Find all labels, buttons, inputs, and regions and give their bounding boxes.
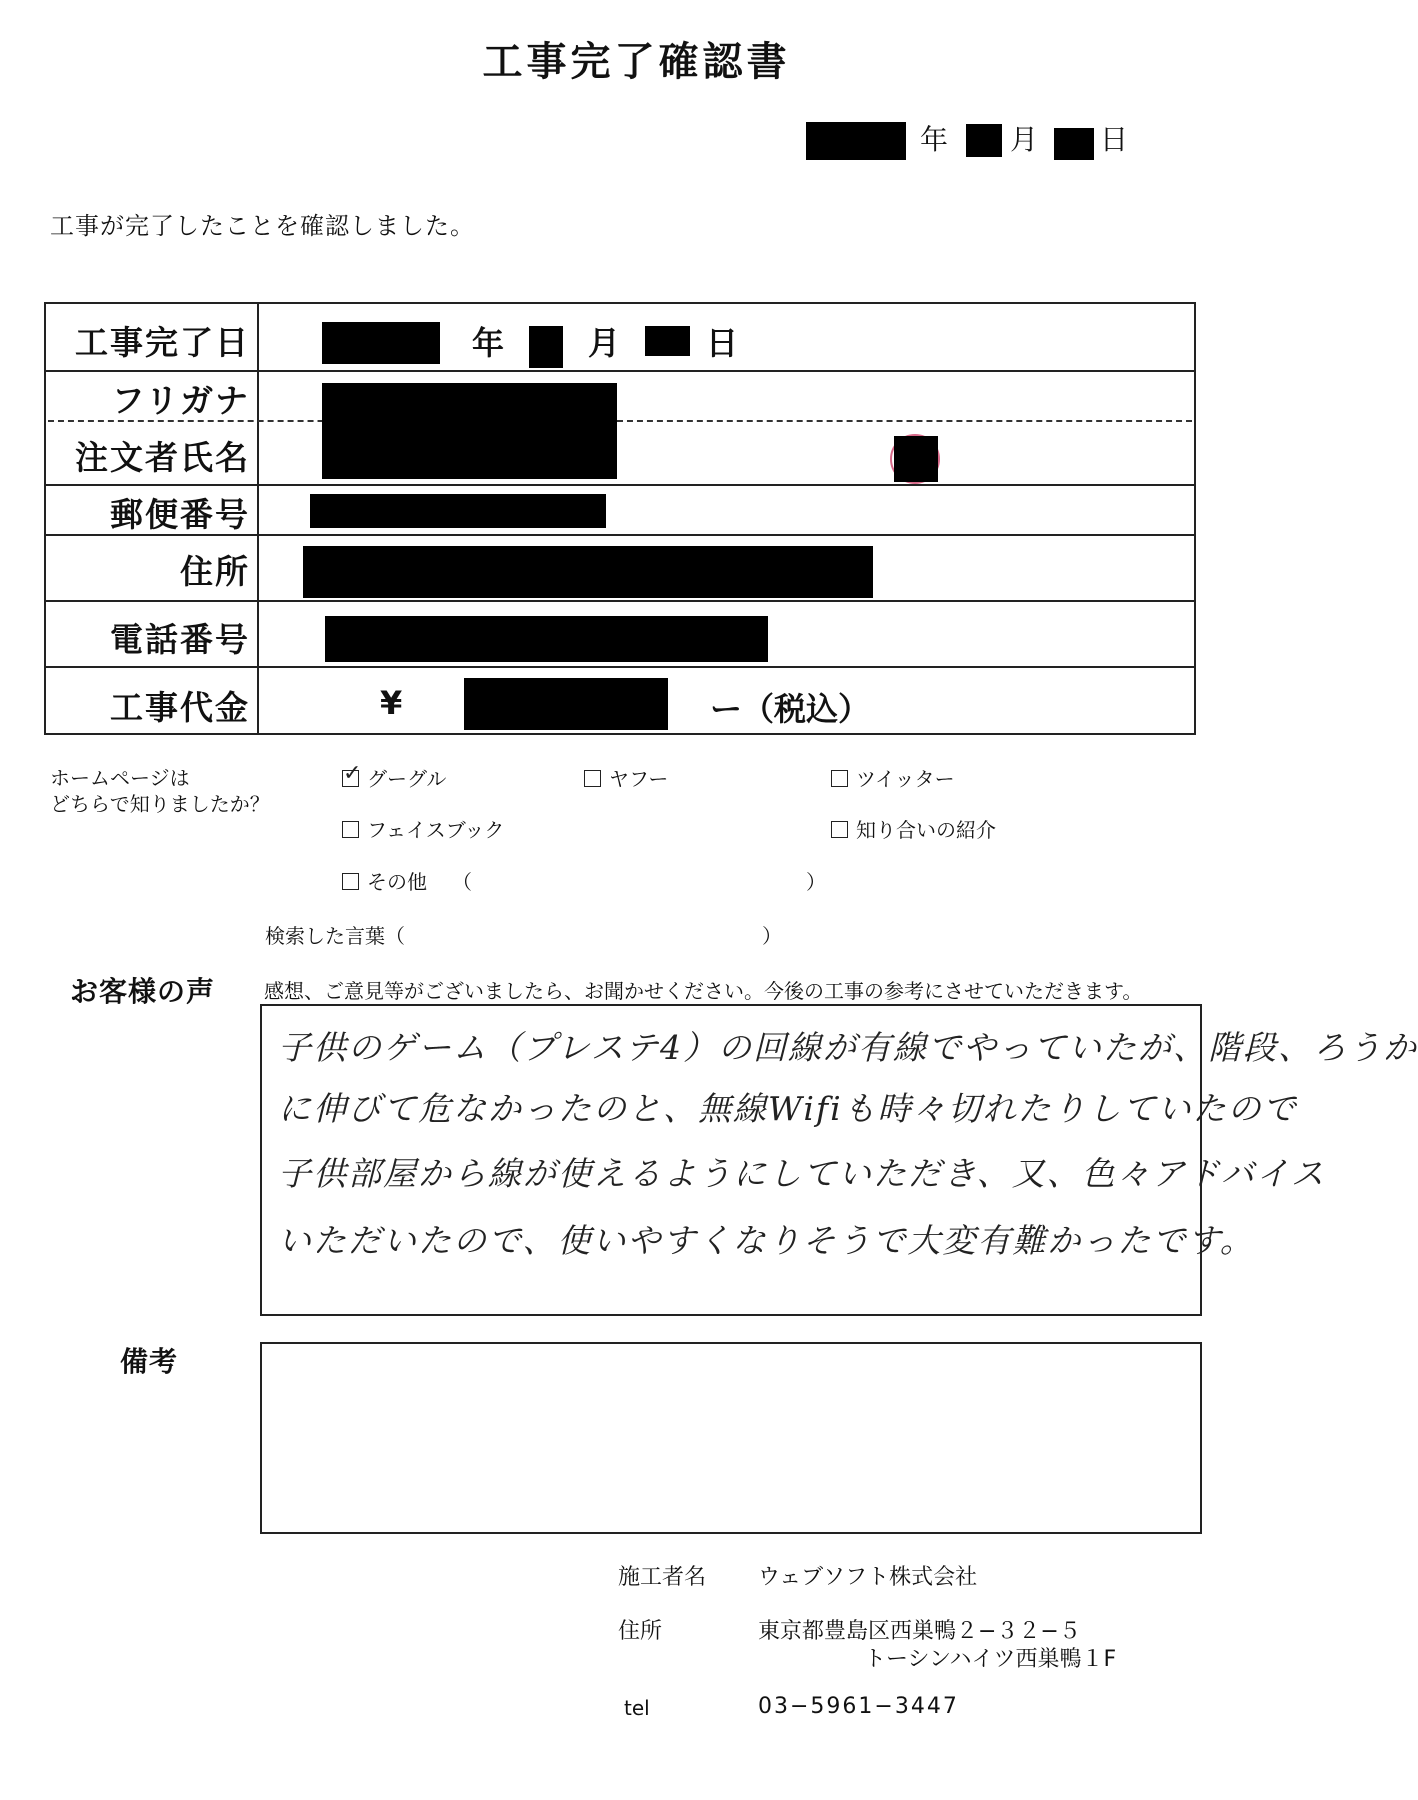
redacted-completion-day (645, 326, 690, 356)
other-close-paren: ） (806, 870, 826, 894)
redacted-customer-name (322, 383, 617, 479)
contractor-tel: 03−5961−3447 (758, 1694, 959, 1719)
checkbox-twitter[interactable] (831, 770, 848, 787)
remarks-box[interactable] (260, 1342, 1202, 1534)
option-other-label: その他 (367, 870, 427, 894)
table-row-divider (44, 666, 1196, 668)
intro-text: 工事が完了したことを確認しました。 (50, 212, 475, 240)
option-twitter-label: ツイッター (856, 767, 955, 791)
checkbox-referral[interactable] (831, 821, 848, 838)
label-postal-code: 郵便番号 (110, 495, 250, 534)
checkbox-google[interactable] (342, 770, 359, 787)
option-facebook-label: フェイスブック (367, 818, 505, 842)
header-day-label: 日 (1100, 123, 1129, 156)
option-yahoo[interactable] (584, 763, 668, 792)
label-phone: 電話番号 (110, 620, 250, 659)
redacted-postal-code (310, 494, 606, 528)
voice-line-1: 子供のゲーム（プレステ4）の回線が有線でやっていたが、階段、ろうか (278, 1028, 1418, 1067)
option-google-label: グーグル (367, 767, 447, 791)
label-furigana: フリガナ (111, 381, 250, 420)
contractor-name-label: 施工者名 (618, 1565, 707, 1590)
remarks-title: 備考 (120, 1345, 179, 1378)
redacted-completion-year (322, 322, 440, 364)
redacted-phone (325, 616, 768, 662)
contractor-address-label: 住所 (618, 1619, 663, 1644)
completion-year-label: 年 (472, 324, 505, 362)
label-price: 工事代金 (110, 688, 250, 727)
table-row-divider (44, 600, 1196, 602)
redacted-seal (894, 436, 938, 482)
search-words-label: 検索した言葉（ (265, 924, 405, 948)
header-month-label: 月 (1010, 123, 1039, 156)
option-yahoo-label: ヤフー (609, 767, 669, 791)
customer-voice-instruction: 感想、ご意見等がございましたら、お聞かせください。今後の工事の参考にさせていただきます。 (264, 979, 1143, 1003)
label-completion-date: 工事完了日 (75, 323, 250, 362)
completion-month-label: 月 (588, 324, 621, 362)
survey-question-line2: どちらで知りましたか？ (50, 792, 270, 816)
customer-voice-title: お客様の声 (70, 975, 216, 1008)
checkbox-facebook[interactable] (342, 821, 359, 838)
search-words-close-paren: ） (762, 924, 782, 948)
voice-line-4: いただいたので、使いやすくなりそうで大変有難かったです。 (278, 1221, 1255, 1260)
header-year-label: 年 (920, 123, 949, 156)
price-suffix: ー（税込） (710, 690, 871, 728)
redacted-address (303, 546, 873, 598)
checkbox-other[interactable] (342, 873, 359, 890)
redacted-price (464, 678, 668, 730)
option-other[interactable] (342, 866, 427, 895)
label-address: 住所 (180, 552, 250, 591)
contractor-name: ウェブソフト株式会社 (758, 1565, 978, 1590)
voice-line-3: 子供部屋から線が使えるようにしていただき、又、色々アドバイス (278, 1154, 1326, 1193)
redacted-month (966, 124, 1002, 157)
table-column-divider (257, 302, 259, 735)
voice-line-2: に伸びて危なかったのと、無線Wifiも時々切れたりしていたので (278, 1089, 1298, 1128)
contractor-address-line2: トーシンハイツ西巣鴨１F (864, 1647, 1117, 1672)
option-google[interactable] (342, 763, 446, 792)
contractor-address-line1: 東京都豊島区西巣鴨２−３２−５ (758, 1619, 1081, 1644)
completion-day-label: 日 (706, 324, 739, 362)
survey-question-line1: ホームページは (50, 766, 190, 790)
contractor-tel-label: tel (624, 1696, 650, 1720)
option-referral[interactable] (831, 814, 996, 843)
other-open-paren: （ (452, 870, 472, 894)
label-customer-name: 注文者氏名 (75, 438, 250, 477)
option-twitter[interactable] (831, 763, 955, 792)
redacted-day (1054, 128, 1094, 160)
option-facebook[interactable] (342, 814, 504, 843)
table-row-divider (44, 484, 1196, 486)
document-title: 工事完了確認書 (482, 39, 791, 85)
redacted-year (806, 122, 906, 160)
checkbox-yahoo[interactable] (584, 770, 601, 787)
redacted-completion-month (529, 326, 563, 368)
price-currency: ¥ (380, 684, 403, 722)
table-row-divider (44, 370, 1196, 372)
option-referral-label: 知り合いの紹介 (856, 818, 996, 842)
